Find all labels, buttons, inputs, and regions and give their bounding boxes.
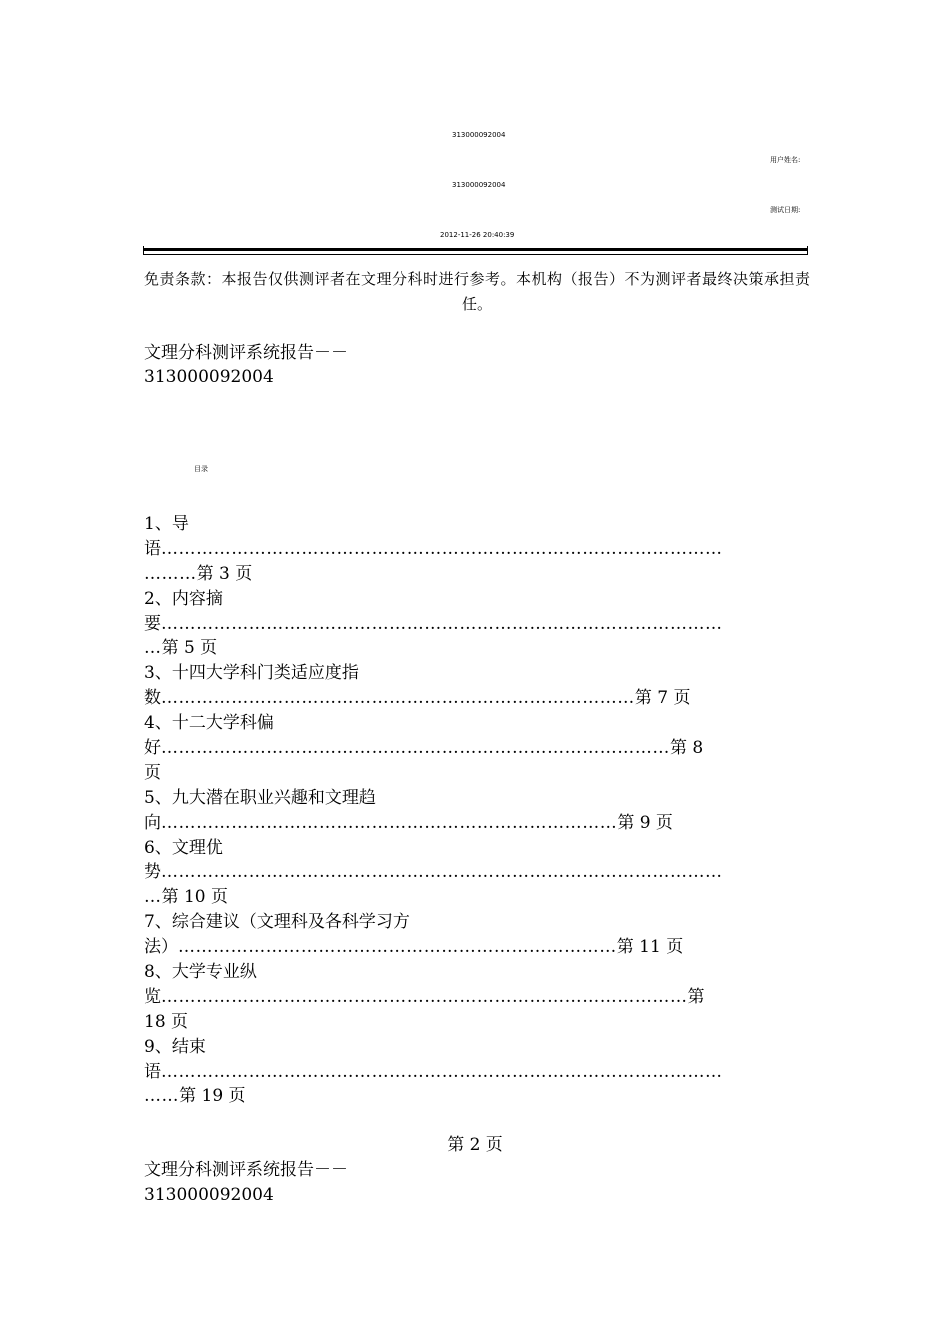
header-divider [144, 248, 807, 255]
toc-entry-4-head: 好 [144, 738, 161, 759]
toc-entry-6-page: 第 10 页 [161, 887, 229, 908]
toc-entry-2-page-line[interactable] [144, 636, 804, 661]
toc-entry-9-heading[interactable]: 9、结束 [144, 1036, 206, 1057]
toc-entry-4-dots: …………………………………………………………………………… [161, 738, 670, 759]
toc-entry-1-leader[interactable] [144, 537, 804, 562]
toc-entry-8-page: 第 [687, 986, 705, 1007]
report-code-next-page: 313000092004 [144, 1185, 274, 1205]
toc-entry-1-head: 语 [144, 538, 161, 559]
toc-entry-2-leader[interactable] [144, 612, 804, 637]
toc-entry-7-heading[interactable]: 7、综合建议（文理科及各科学习方 [144, 912, 410, 933]
toc-entry-6-dots-cont: … [144, 887, 162, 908]
toc-entry-5-leader[interactable] [144, 811, 804, 836]
user-name-label: 用户姓名: [770, 156, 801, 164]
divider-right-cap [807, 246, 808, 255]
toc-entry-9-head: 语 [144, 1061, 161, 1082]
toc-entry-1-dots: …………………………………………………………………………………… [161, 538, 723, 559]
divider-left-cap [143, 246, 144, 255]
toc-entry-3-leader[interactable] [144, 686, 804, 711]
toc-entry-6-leader[interactable] [144, 860, 804, 885]
report-title-next-page: 文理分科测评系统报告－－ [144, 1160, 348, 1180]
test-datetime: 2012-11-26 20:40:39 [440, 231, 515, 239]
toc-entry-1-page-line[interactable] [144, 562, 804, 587]
toc-entry-5-head: 向 [144, 812, 161, 833]
toc-entry-6-heading[interactable]: 6、文理优 [144, 837, 223, 858]
disclaimer-text: 免责条款：本报告仅供测评者在文理分科时进行参考。本机构（报告）不为测评者最终决策承担责任。 [144, 270, 810, 313]
report-code: 313000092004 [144, 367, 274, 387]
report-title: 文理分科测评系统报告－－ [144, 343, 348, 363]
toc-entry-3-head: 数 [144, 688, 161, 709]
toc-entry-7-dots: ………………………………………………………………… [178, 937, 617, 958]
header-code-top: 313000092004 [452, 131, 506, 139]
toc-entry-5-dots: …………………………………………………………………… [161, 812, 618, 833]
toc-entry-3-page: 第 7 页 [634, 688, 691, 709]
toc-title: 目录 [194, 465, 208, 473]
page-number: 第 2 页 [447, 1135, 503, 1155]
toc-entry-1-page: 第 3 页 [196, 563, 253, 584]
test-date-label: 测试日期: [770, 206, 801, 214]
toc-entry-4-heading[interactable]: 4、十二大学科偏 [144, 713, 274, 734]
toc-entry-3-dots: ……………………………………………………………………… [161, 688, 635, 709]
toc-entry-8-leader[interactable] [144, 985, 804, 1010]
toc-entry-6-page-line[interactable] [144, 885, 804, 910]
toc-entry-4-page-line[interactable]: 页 [144, 762, 161, 783]
toc-entry-8-heading[interactable]: 8、大学专业纵 [144, 962, 257, 983]
header-code-mid: 313000092004 [452, 181, 506, 189]
toc-entry-5-page: 第 9 页 [617, 812, 673, 833]
toc-entry-7-leader[interactable] [144, 935, 804, 960]
toc-entry-8-head: 览 [144, 986, 161, 1007]
toc-entry-4-leader[interactable] [144, 736, 804, 761]
toc-entry-5-heading[interactable]: 5、九大潜在职业兴趣和文理趋 [144, 787, 376, 808]
toc-entry-1-heading[interactable]: 1、导 [144, 514, 189, 534]
toc-entry-8-page-line[interactable]: 18 页 [144, 1011, 189, 1032]
toc-entry-7-head: 法） [144, 937, 178, 958]
table-of-contents [144, 512, 804, 1109]
toc-entry-6-head: 势 [144, 862, 161, 883]
toc-entry-9-leader[interactable] [144, 1060, 804, 1085]
toc-entry-2-dots: …………………………………………………………………………………… [161, 613, 723, 634]
toc-entry-2-page: 第 5 页 [161, 638, 218, 659]
toc-entry-6-dots: …………………………………………………………………………………… [161, 862, 723, 883]
toc-entry-2-head: 要 [144, 613, 161, 634]
toc-entry-9-dots: …………………………………………………………………………………… [161, 1061, 723, 1082]
toc-entry-7-page: 第 11 页 [616, 937, 684, 958]
toc-entry-1-dots-cont: ……… [144, 563, 197, 584]
toc-entry-2-heading[interactable]: 2、内容摘 [144, 588, 223, 609]
toc-entry-9-page: 第 19 页 [179, 1086, 246, 1107]
toc-entry-9-page-line[interactable] [144, 1084, 804, 1109]
toc-entry-4-page: 第 8 [669, 738, 704, 759]
toc-entry-2-dots-cont: … [144, 638, 162, 659]
toc-entry-3-heading[interactable]: 3、十四大学科门类适应度指 [144, 663, 359, 684]
toc-entry-8-dots: ……………………………………………………………………………… [161, 986, 688, 1007]
toc-entry-9-dots-cont: …… [144, 1086, 180, 1107]
